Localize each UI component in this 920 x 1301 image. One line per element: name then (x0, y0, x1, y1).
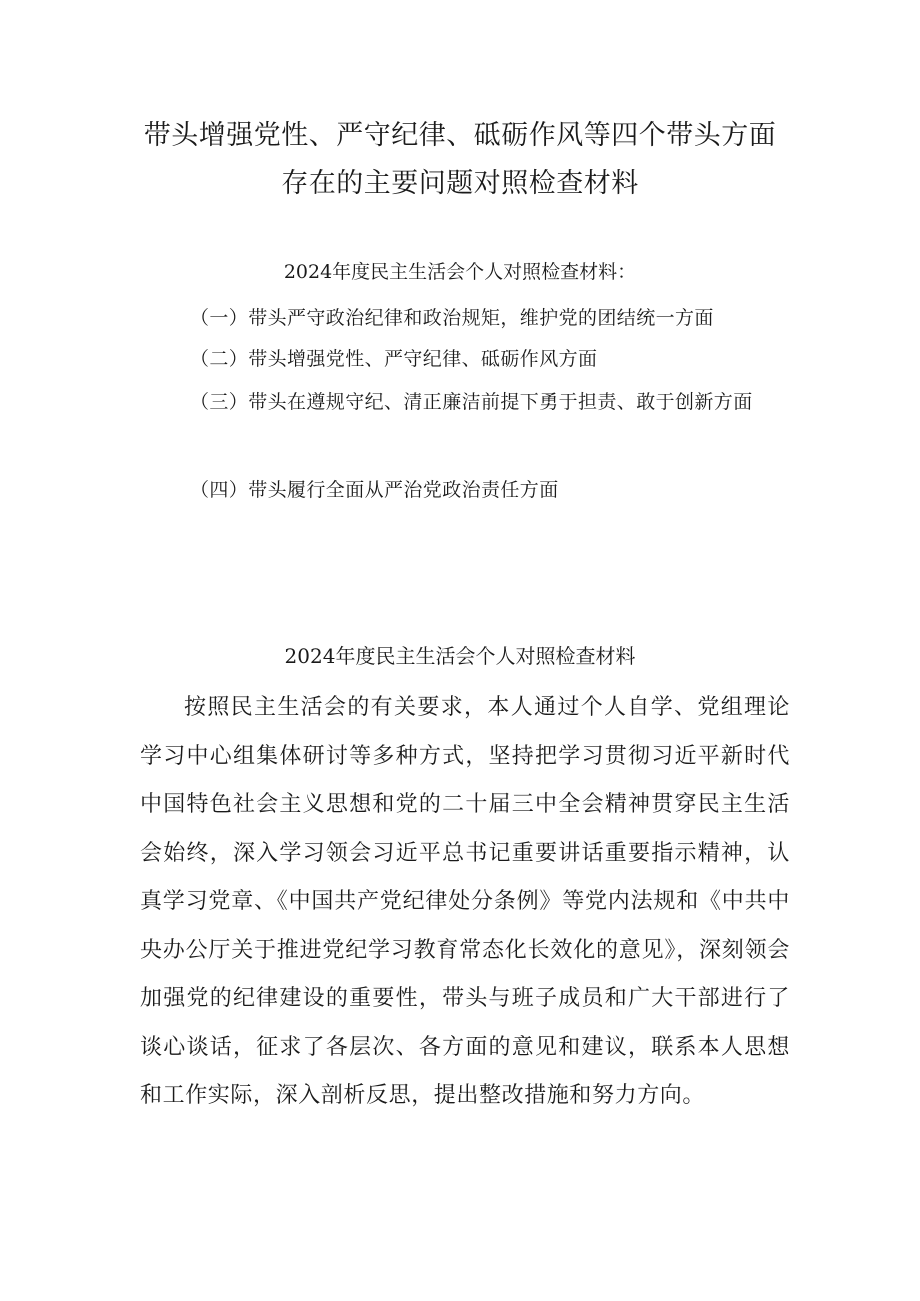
body-paragraph: 按照民主生活会的有关要求，本人通过个人自学、党组理论学习中心组集体研讨等多种方式，坚持把学习贯彻习近平新时代中国特色社会主义思想和党的二十届三中全会精神贯穿民主生活会始终，深入学习领会习近平总书记重要讲话重要指示精神，认真学习党章、《中国共产党纪律处分条例》等党内法规和《中共中央办公厅关于推进党纪学习教育常态化长效化的意见》，深刻领会加强党的纪律建设的重要性，带头与班子成员和广大干部进行了谈心谈话，征求了各层次、各方面的意见和建议，联系本人思想和工作实际，深入剖析反思，提出整改措施和努力方向。 (140, 695, 790, 1108)
toc-item: （三）带头在遵规守纪、清正廉洁前提下勇于担责、敢于创新方面 (190, 391, 753, 413)
document-title-line-2: 存在的主要问题对照检查材料 (281, 168, 639, 199)
body-heading: 2024年度民主生活会个人对照检查材料 (284, 644, 636, 668)
document-title-line-1: 带头增强党性、严守纪律、砥砺作风等四个带头方面 (143, 120, 777, 151)
toc-item: （二）带头增强党性、严守纪律、砥砺作风方面 (190, 348, 598, 370)
toc-item: （四）带头履行全面从严治党政治责任方面 (190, 479, 559, 501)
toc-item: （一）带头严守政治纪律和政治规矩，维护党的团结统一方面 (190, 307, 714, 329)
toc-heading: 2024年度民主生活会个人对照检查材料： (283, 261, 637, 283)
